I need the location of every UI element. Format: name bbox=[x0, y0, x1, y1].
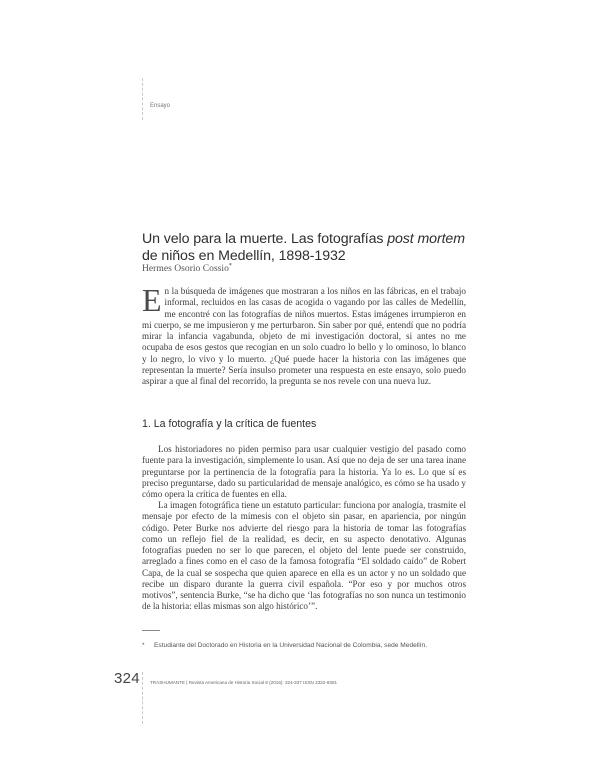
section-heading: 1. La fotografía y la crítica de fuentes bbox=[142, 418, 317, 430]
title-part-1: Un velo para la muerte. Las fotografías bbox=[142, 230, 388, 247]
author-note-mark[interactable]: * bbox=[228, 263, 232, 269]
author-name: Hermes Osorio Cossio bbox=[142, 263, 229, 274]
section-label: Ensayo bbox=[150, 103, 171, 109]
footnote-text: Estudiante del Doctorado en Historia en la Universidad Nacional de Colombia, sede Medellín. bbox=[154, 642, 428, 649]
intro-paragraph bbox=[142, 282, 466, 387]
header-rule bbox=[142, 78, 143, 120]
page-number: 324 bbox=[114, 670, 140, 687]
footnote-separator bbox=[142, 630, 160, 631]
footnote-mark: * bbox=[142, 642, 145, 649]
drop-cap: E bbox=[142, 282, 162, 318]
footnote bbox=[142, 642, 472, 649]
author-line bbox=[142, 263, 232, 274]
article-title bbox=[142, 231, 482, 265]
body-paragraph-3: La imagen fotográfica tiene un estatuto particular: funciona por analogía, trasmite el mensaje por efecto de la mímesis con el objeto sin pasar, en apariencia, por ningún código. Peter Burke nos advierte del riesgo para la historia de tomar las fotografías como un reflejo fiel de la realidad, es decir, en su aspecto denotativo. Algunas fotografías pueden no ser lo que parecen, el objeto del lente puede ser construido, arreglado a fines como en el caso de la famosa fotografía “El soldado caído” de Robert Capa, de la cual se sospecha que quien aparece en ella es un actor y no un soldado que recibe un disparo durante la guerra civil española. “Por eso y por muchos otros motivos”, sentencia Burke, “se ha dicho que ‘las fotografías no son nunca un testimonio de la historia: ellas mismas son algo histórico’”. bbox=[142, 500, 466, 612]
title-part-2: de niños en Medellín, 1898-1932 bbox=[142, 247, 346, 264]
intro-paragraph-text: n la búsqueda de imágenes que mostraran a los niños en las fábricas, en el trabajo informal, recluidos en las casas de acogida o vagando por las calles de Medellín, me encontré con las fotografías de niños muertos. Estas imágenes irrumpieron en mi cuerpo, se me impusieron y me perturbaron. Sin saber por qué, entendí que no podría mirar la infancia vagabunda, objeto de mi investigación doctoral, si antes no me ocupaba de esos gestos que recogían en un solo cuadro lo bello y lo ominoso, lo blanco y lo negro, lo vivo y lo muerto. ¿Qué puede hacer la historia con las imágenes que representan la muerte? Sería insulso prometer una respuesta en este ensayo, solo puedo aspirar a que al final del recorrido, la pregunta se nos revele con una nueva luz. bbox=[142, 286, 466, 386]
body-paragraph-2: Los historiadores no piden permiso para usar cualquier vestigio del pasado como fuente para la investigación, simplemente lo usan. Así que no deja de ser una tarea inane preguntarse por la pertinencia de la fotografía para la historia. Ya lo es. Lo que sí es preciso preguntarse, dado su particularidad de mensaje analógico, es cómo se ha usado y cómo opera la crítica de fuentes en ella. bbox=[142, 444, 466, 499]
footer-rule bbox=[142, 672, 143, 724]
journal-info: TRASHUMANTE | Revista Americana de Historia Social 8 (2016): 324-337 ISSN 2322-9381 bbox=[150, 680, 338, 685]
title-emphasis: post mortem bbox=[387, 230, 465, 247]
